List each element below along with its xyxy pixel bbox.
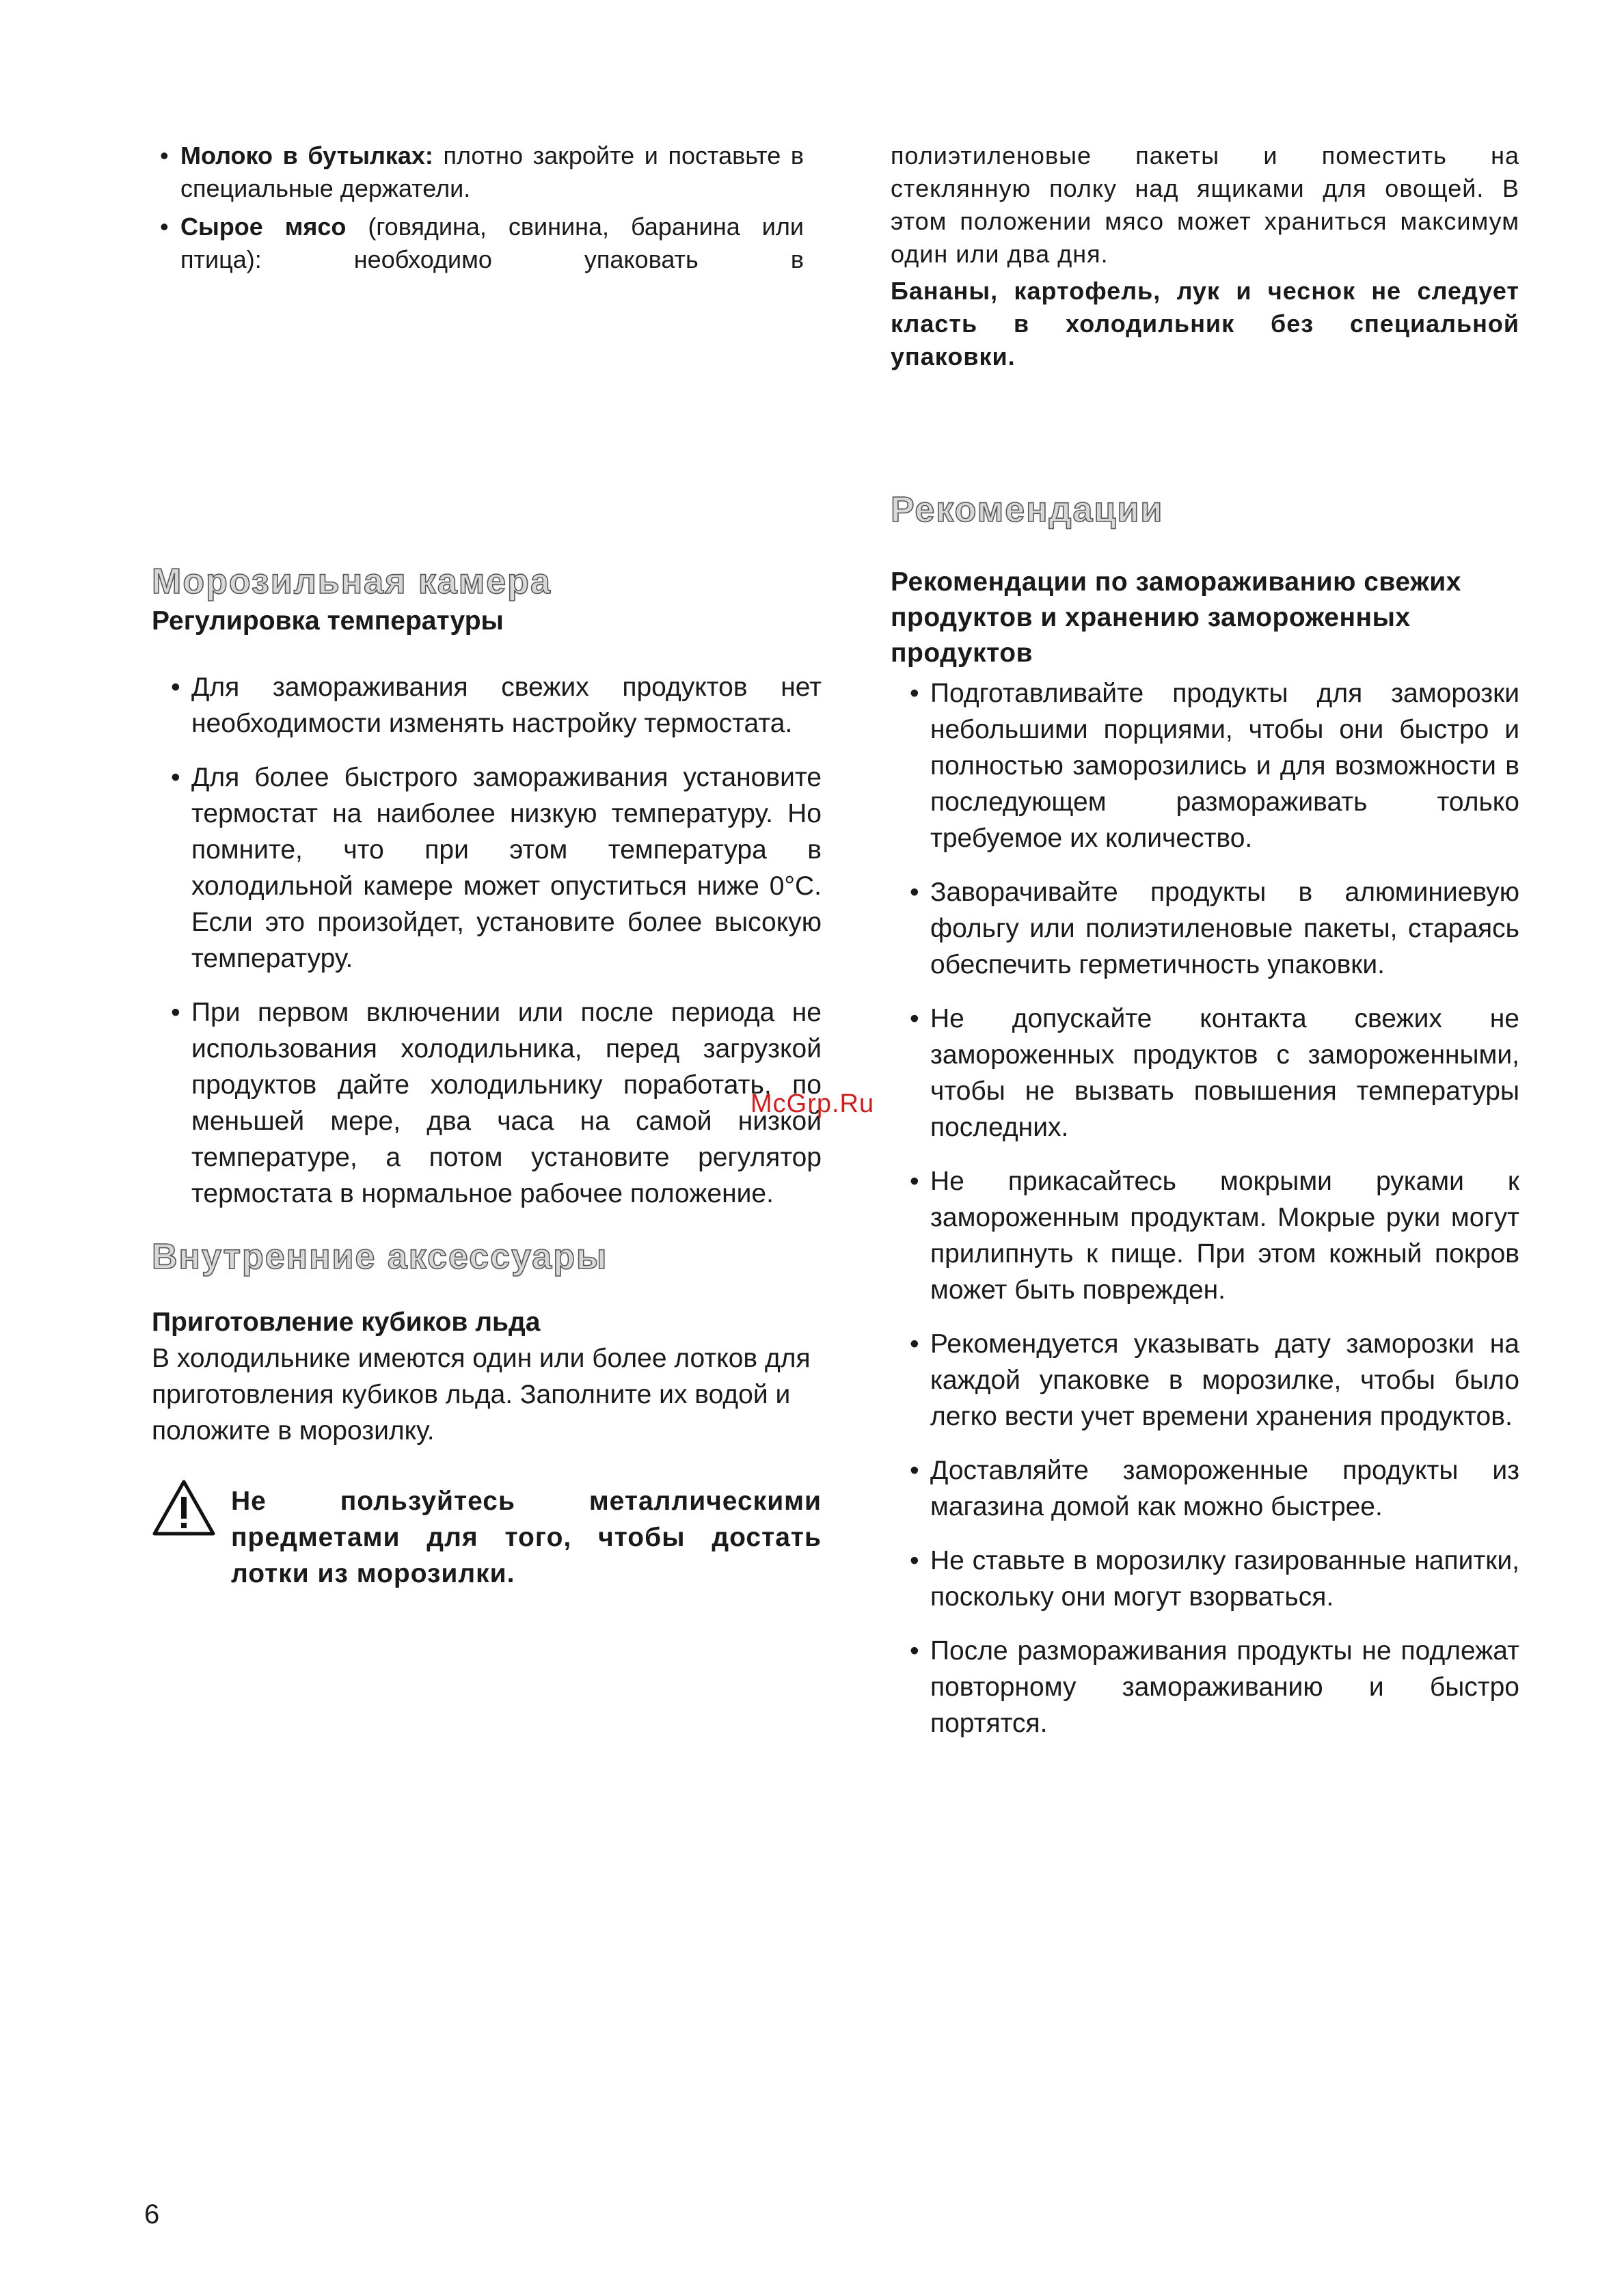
list-item xyxy=(180,211,804,276)
ice-cubes-text: В холодильнике имеются один или более лотков для приготовления кубиков льда. Заполните их водой и положите в морозилку. xyxy=(152,1344,811,1446)
warning-block xyxy=(152,1483,822,1592)
right-column xyxy=(891,139,1519,1759)
list-item: • Не прикасайтесь мокрыми руками к замороженным продуктам. Мокрые руки могут прилипнуть к пище. При этом кожный покров может быть поврежден. xyxy=(930,1163,1519,1308)
item-label: Сырое мясо xyxy=(180,213,347,241)
warning-triangle-icon xyxy=(152,1479,216,1536)
list-item: • Доставляйте замороженные продукты из магазина домой как можно быстрее. xyxy=(930,1452,1519,1525)
site-watermark: McGrp.Ru xyxy=(750,1089,875,1118)
list-item: • Для более быстрого замораживания установите термостат на наиболее низкую температуру. Но помните, что при этом температура в холодильной камере может опуститься ниже 0°C. Если это произойдет, установите более высокую температуру. xyxy=(191,759,822,977)
recommendations-subtitle: Рекомендации по замораживанию свежих продуктов и хранению замороженных продуктов xyxy=(891,567,1461,668)
warning-text: Не пользуйтесь металлическими предметами для того, чтобы достать лотки из морозилки. xyxy=(231,1487,822,1588)
list-item: • После размораживания продукты не подлежат повторному замораживанию и быстро портятся. xyxy=(930,1633,1519,1741)
accessories-section-title: Внутренние аксессуары xyxy=(152,1237,608,1277)
recommendations-list xyxy=(891,675,1519,1741)
item-text: плотно закройте и поставьте в специальные держатели. xyxy=(180,141,804,202)
list-item: • Подготавливайте продукты для заморозки небольшими порциями, чтобы они быстро и полностью заморозились и для возможности в последующем размораживать только требуемое их количество. xyxy=(930,675,1519,856)
list-item: • Не допускайте контакта свежих не замороженных продуктов с замороженными, чтобы не вызвать повышения температуры последних. xyxy=(930,1001,1519,1145)
page-number: 6 xyxy=(144,2199,160,2229)
freezer-section-title: Морозильная камера xyxy=(152,562,552,601)
recommendations-section-title: Рекомендации xyxy=(891,490,1164,530)
item-label: Молоко в бутылках: xyxy=(180,141,433,169)
list-item xyxy=(180,139,804,205)
meat-storage-continuation: полиэтиленовые пакеты и поместить на стеклянную полку над ящиками для овощей. В этом положении мясо может храниться максимум один или два дня. xyxy=(891,141,1519,268)
ice-cubes-subtitle: Приготовление кубиков льда xyxy=(152,1307,541,1337)
list-item: • Рекомендуется указывать дату заморозки на каждой упаковке в морозилке, чтобы было легко вести учет времени хранения продуктов. xyxy=(930,1326,1519,1435)
item-text: (говядина, свинина, баранина или птица): необходимо упаковать в xyxy=(180,213,804,273)
list-item: • При первом включении или после периода не использования холодильника, перед загрузкой продуктов дайте холодильнику поработать, по меньшей мере, два часа на самой низкой температуре, а потом установите регулятор термостата в нормальное рабочее положение. xyxy=(191,994,822,1212)
storage-tips-list xyxy=(152,139,804,276)
list-item: • Для замораживания свежих продуктов нет необходимости изменять настройку термостата. xyxy=(191,669,822,742)
list-item: • Заворачивайте продукты в алюминиевую фольгу или полиэтиленовые пакеты, стараясь обеспечить герметичность упаковки. xyxy=(930,874,1519,983)
freezer-items-list xyxy=(152,669,822,1212)
no-refrigerate-note: Бананы, картофель, лук и чеснок не следует класть в холодильник без специальной упаковки. xyxy=(891,277,1519,370)
temperature-subtitle: Регулировка температуры xyxy=(152,606,504,636)
list-item: • Не ставьте в морозилку газированные напитки, поскольку они могут взорваться. xyxy=(930,1543,1519,1615)
left-column xyxy=(152,139,822,1592)
